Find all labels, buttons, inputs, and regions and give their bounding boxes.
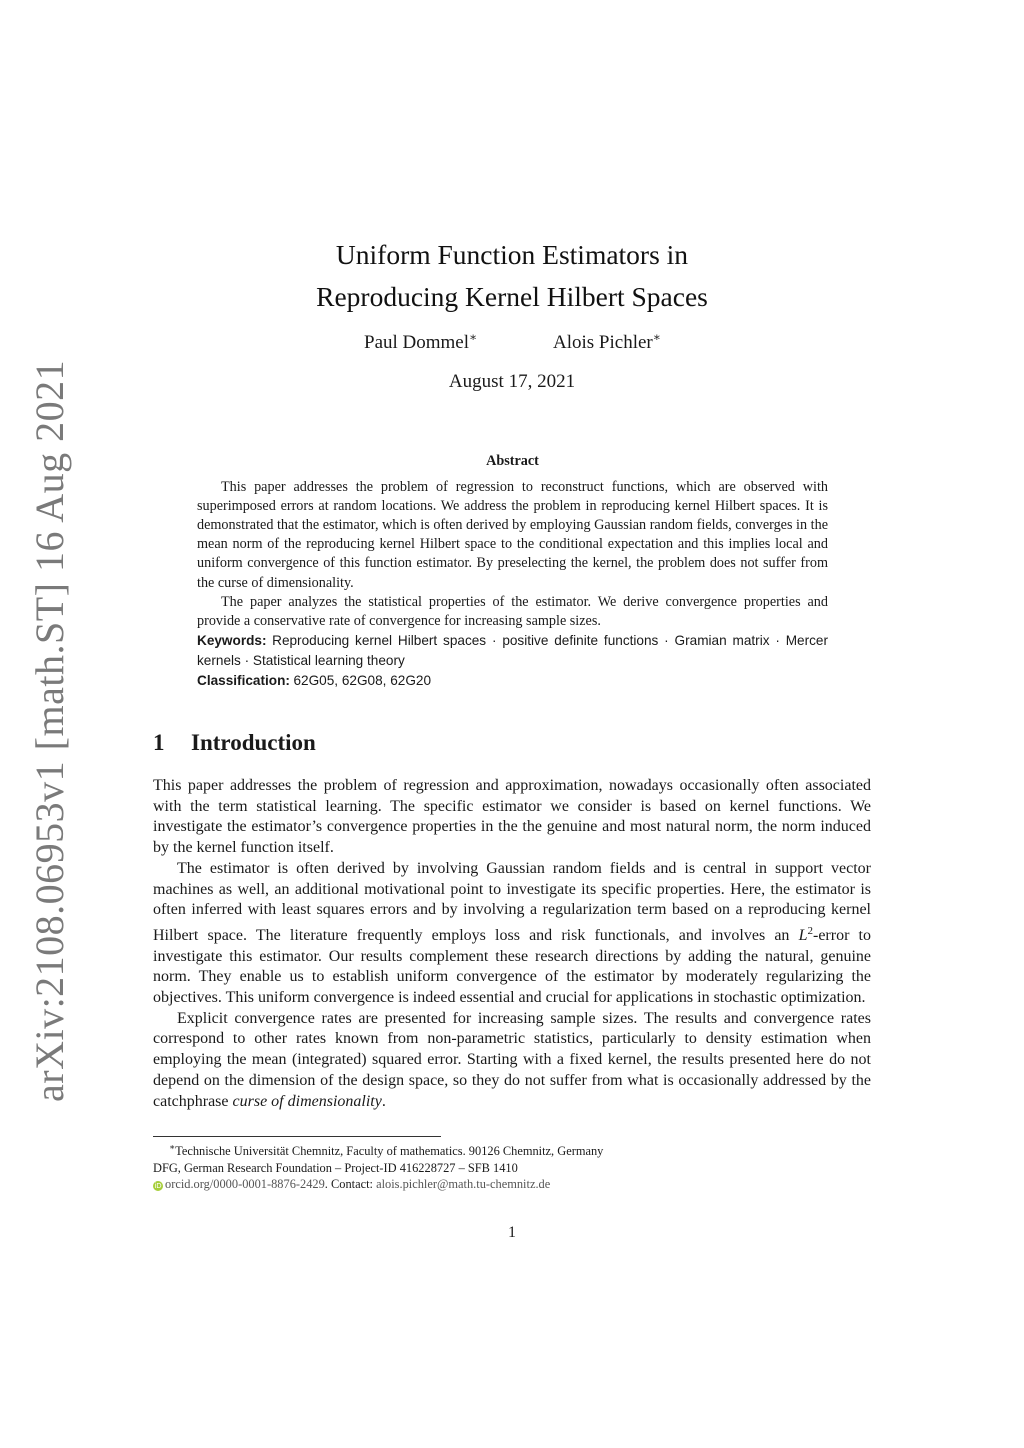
- section-heading-introduction: [153, 730, 553, 756]
- intro-paragraph-1: This paper addresses the problem of regression and approximation, nowadays occasionally often associated with the term statistical learning. The specific estimator we consider is based on kernel functions. We investigate the estimator’s convergence properties in the the genuine and most natural norm, the norm induced by the kernel function itself.: [153, 777, 871, 857]
- section-number: 1: [153, 730, 165, 755]
- author-paul-dommel: Paul Dommel∗: [364, 330, 478, 353]
- math-L: L: [798, 926, 808, 944]
- intro-paragraph-3: Explicit convergence rates are presented for increasing sample sizes. The results and convergence rates correspond to other rates known from non-parametric statistics, particularly to density estimation when employing the mean (integrated) squared error. Starting with a fixed kernel, the results presented here do not depend on the dimension of the design space, so they do not suffer from what is occasionally addressed by the catchphrase curse of dimensionality.: [153, 1009, 871, 1110]
- introduction-body: [153, 776, 871, 1112]
- emphasis-curse-of-dimensionality: curse of dimensionality: [232, 1092, 382, 1110]
- paper-date: August 17, 2021: [448, 371, 576, 392]
- footnote-funding: DFG, German Research Foundation – Project-ID 416228727 – SFB 1410: [153, 1160, 518, 1175]
- intro-paragraph-2: The estimator is often derived by involving Gaussian random fields and is central in support vector machines as well, an additional motivational point to investigate its specific properties. Here, the estimator is often inferred with least squares errors and by involving a regularization term based on a reproducing kernel Hilbert space. The literature frequently employs loss and risk functionals, and involves an $L^2$-error to investigate this estimator. Our results complement these research directions by adding the natural, genuine norm. They enable us to establish uniform convergence of the estimator by moderately regularizing the objectives. This uniform convergence is indeed essential and crucial for applications in stochastic optimization.: [153, 859, 872, 1007]
- paper-title: [212, 234, 812, 318]
- keywords-label: Keywords:: [197, 632, 267, 648]
- title-line-1: Uniform Function Estimators in: [335, 239, 689, 270]
- abstract: [197, 452, 828, 691]
- footnote-affiliation: ∗Technische Universität Chemnitz, Faculty of mathematics. 90126 Chemnitz, Germany: [169, 1142, 604, 1158]
- page-number: 1: [508, 1224, 516, 1241]
- footnote-divider: [153, 1136, 441, 1137]
- email-link[interactable]: alois.pichler@math.tu-chemnitz.de: [376, 1177, 551, 1192]
- abstract-heading: Abstract: [486, 453, 539, 469]
- footnote-contact: iD orcid.org/0000-0001-8876-2429. Contact: alois.pichler@math.tu-chemnitz.de: [154, 1177, 551, 1192]
- classification-codes: 62G05, 62G08, 62G20: [293, 673, 432, 689]
- affiliation-mark: ∗: [652, 330, 661, 344]
- abstract-paragraph-1: This paper addresses the problem of regression to reconstruct functions, which are observed with superimposed errors at random locations. We address the problem in reproducing kernel Hilbert spaces. It is demonstrated that the estimator, which is often derived by employing Gaussian random fields, converges in the mean norm of the reproducing kernel Hilbert space to the conditional expectation and this implies local and uniform convergence of this function estimator. By preselecting the kernel, the problem does not suffer from the curse of dimensionality.: [197, 479, 828, 591]
- section-title: Introduction: [191, 730, 316, 755]
- affiliation-mark: ∗: [469, 330, 478, 344]
- author-list: [312, 330, 712, 360]
- classification: [197, 671, 828, 691]
- footnote-mark: ∗: [169, 1142, 176, 1152]
- title-line-2: Reproducing Kernel Hilbert Spaces: [316, 281, 708, 312]
- keywords: [197, 631, 828, 671]
- orcid-icon: iD: [154, 1182, 162, 1191]
- math-superscript: 2: [807, 924, 813, 937]
- orcid-link[interactable]: orcid.org/0000-0001-8876-2429: [165, 1177, 325, 1192]
- author-alois-pichler: Alois Pichler∗: [553, 330, 661, 353]
- abstract-paragraph-2: The paper analyzes the statistical properties of the estimator. We derive convergence properties and provide a conservative rate of convergence for increasing sample sizes.: [197, 593, 828, 629]
- keywords-text: Reproducing kernel Hilbert spaces · positive definite functions · Gramian matrix · Mercer kernels · Statistical learning theory: [197, 632, 829, 668]
- classification-label: Classification:: [197, 673, 290, 689]
- arxiv-identifier-stamp: arXiv:2108.06953v1 [math.ST] 16 Aug 2021: [27, 359, 72, 1102]
- footnote: [153, 1139, 871, 1193]
